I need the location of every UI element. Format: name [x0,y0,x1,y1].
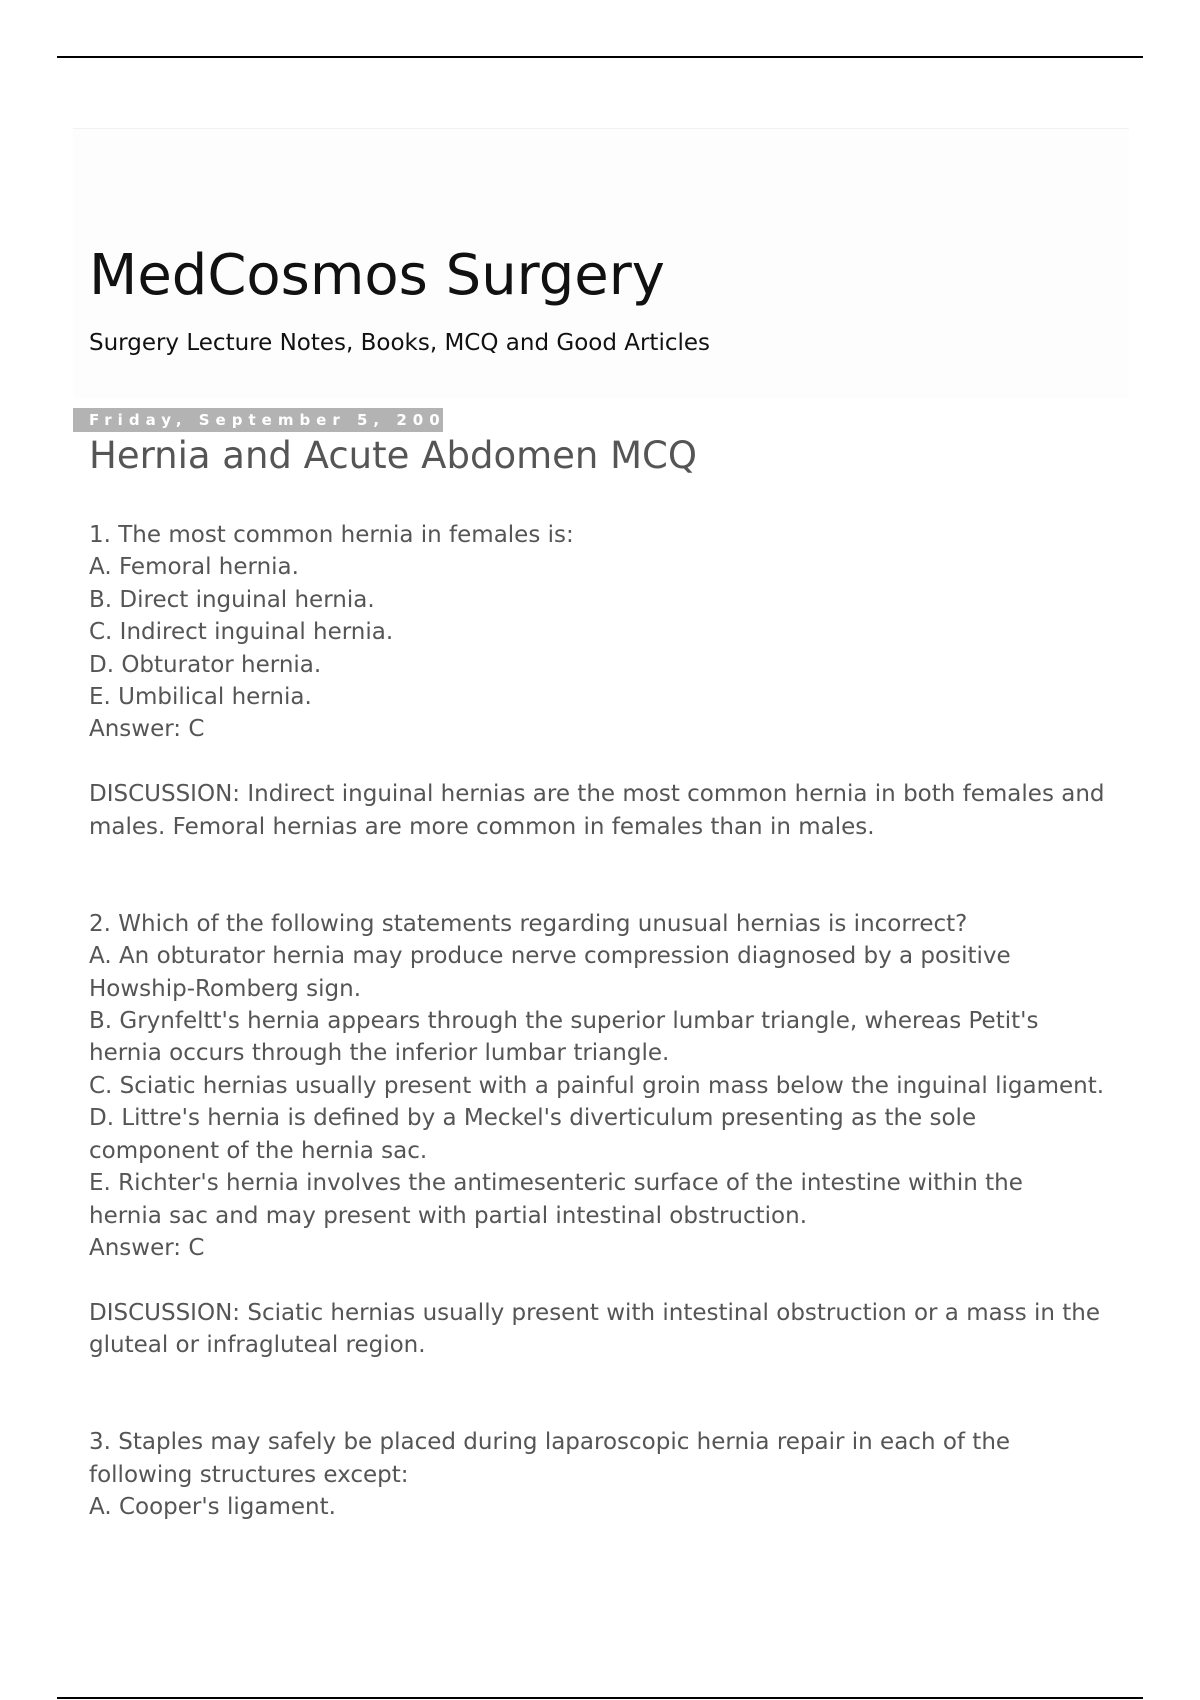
question-1: 1. The most common hernia in females is: [89,522,574,548]
question-2-option-e-line-1: E. Richter's hernia involves the antimesenteric surface of the intestine within the [89,1170,1023,1197]
question-1-option-a: A. Femoral hernia. [89,554,299,581]
blog-description: Surgery Lecture Notes, Books, MCQ and Good Articles [89,330,711,356]
question-3-line-1: 3. Staples may safely be placed during laparoscopic hernia repair in each of the [89,1429,1011,1456]
bottom-rule [57,1697,1143,1699]
question-2-discussion-line-1: DISCUSSION: Sciatic hernias usually present with intestinal obstruction or a mass in the [89,1299,1101,1326]
question-2: 2. Which of the following statements regarding unusual hernias is incorrect? [89,910,968,937]
question-1-option-b: B. Direct inguinal hernia. [89,586,375,613]
question-3-line-2: following structures except: [89,1461,409,1488]
question-1-option-d: D. Obturator hernia. [89,651,322,678]
top-rule [57,56,1143,58]
blog-title[interactable]: MedCosmos Surgery [89,243,665,308]
question-1-discussion-line-1: DISCUSSION: Indirect inguinal hernias are the most common hernia in both females and [89,781,1105,808]
question-1-option-c: C. Indirect inguinal hernia. [89,619,394,646]
question-3-option-a: A. Cooper's ligament. [89,1494,336,1521]
question-1-answer: Answer: C [89,716,205,743]
post-date: Friday, September 5, 2008 [73,408,443,432]
question-2-answer: Answer: C [89,1234,205,1261]
question-2-option-e-line-2: hernia sac and may present with partial intestinal obstruction. [89,1202,808,1229]
question-2-option-a-line-2: Howship-Romberg sign. [89,975,362,1002]
question-2-option-d-line-2: component of the hernia sac. [89,1137,428,1164]
question-1-discussion-line-2: males. Femoral hernias are more common in females than in males. [89,813,875,840]
question-2-option-c: C. Sciatic hernias usually present with a painful groin mass below the inguinal ligament. [89,1072,1105,1099]
post-body [89,519,1129,1524]
question-1-option-e: E. Umbilical hernia. [89,684,312,711]
question-2-option-a-line-1: A. An obturator hernia may produce nerve compression diagnosed by a positive [89,943,1011,970]
question-2-option-d-line-1: D. Littre's hernia is defined by a Meckel's diverticulum presenting as the sole [89,1105,977,1132]
question-2-option-b-line-2: hernia occurs through the inferior lumbar triangle. [89,1040,670,1067]
post-title[interactable]: Hernia and Acute Abdomen MCQ [89,434,697,477]
question-2-discussion-line-2: gluteal or infragluteal region. [89,1332,426,1359]
question-2-option-b-line-1: B. Grynfeltt's hernia appears through the superior lumbar triangle, whereas Petit's [89,1008,1039,1035]
